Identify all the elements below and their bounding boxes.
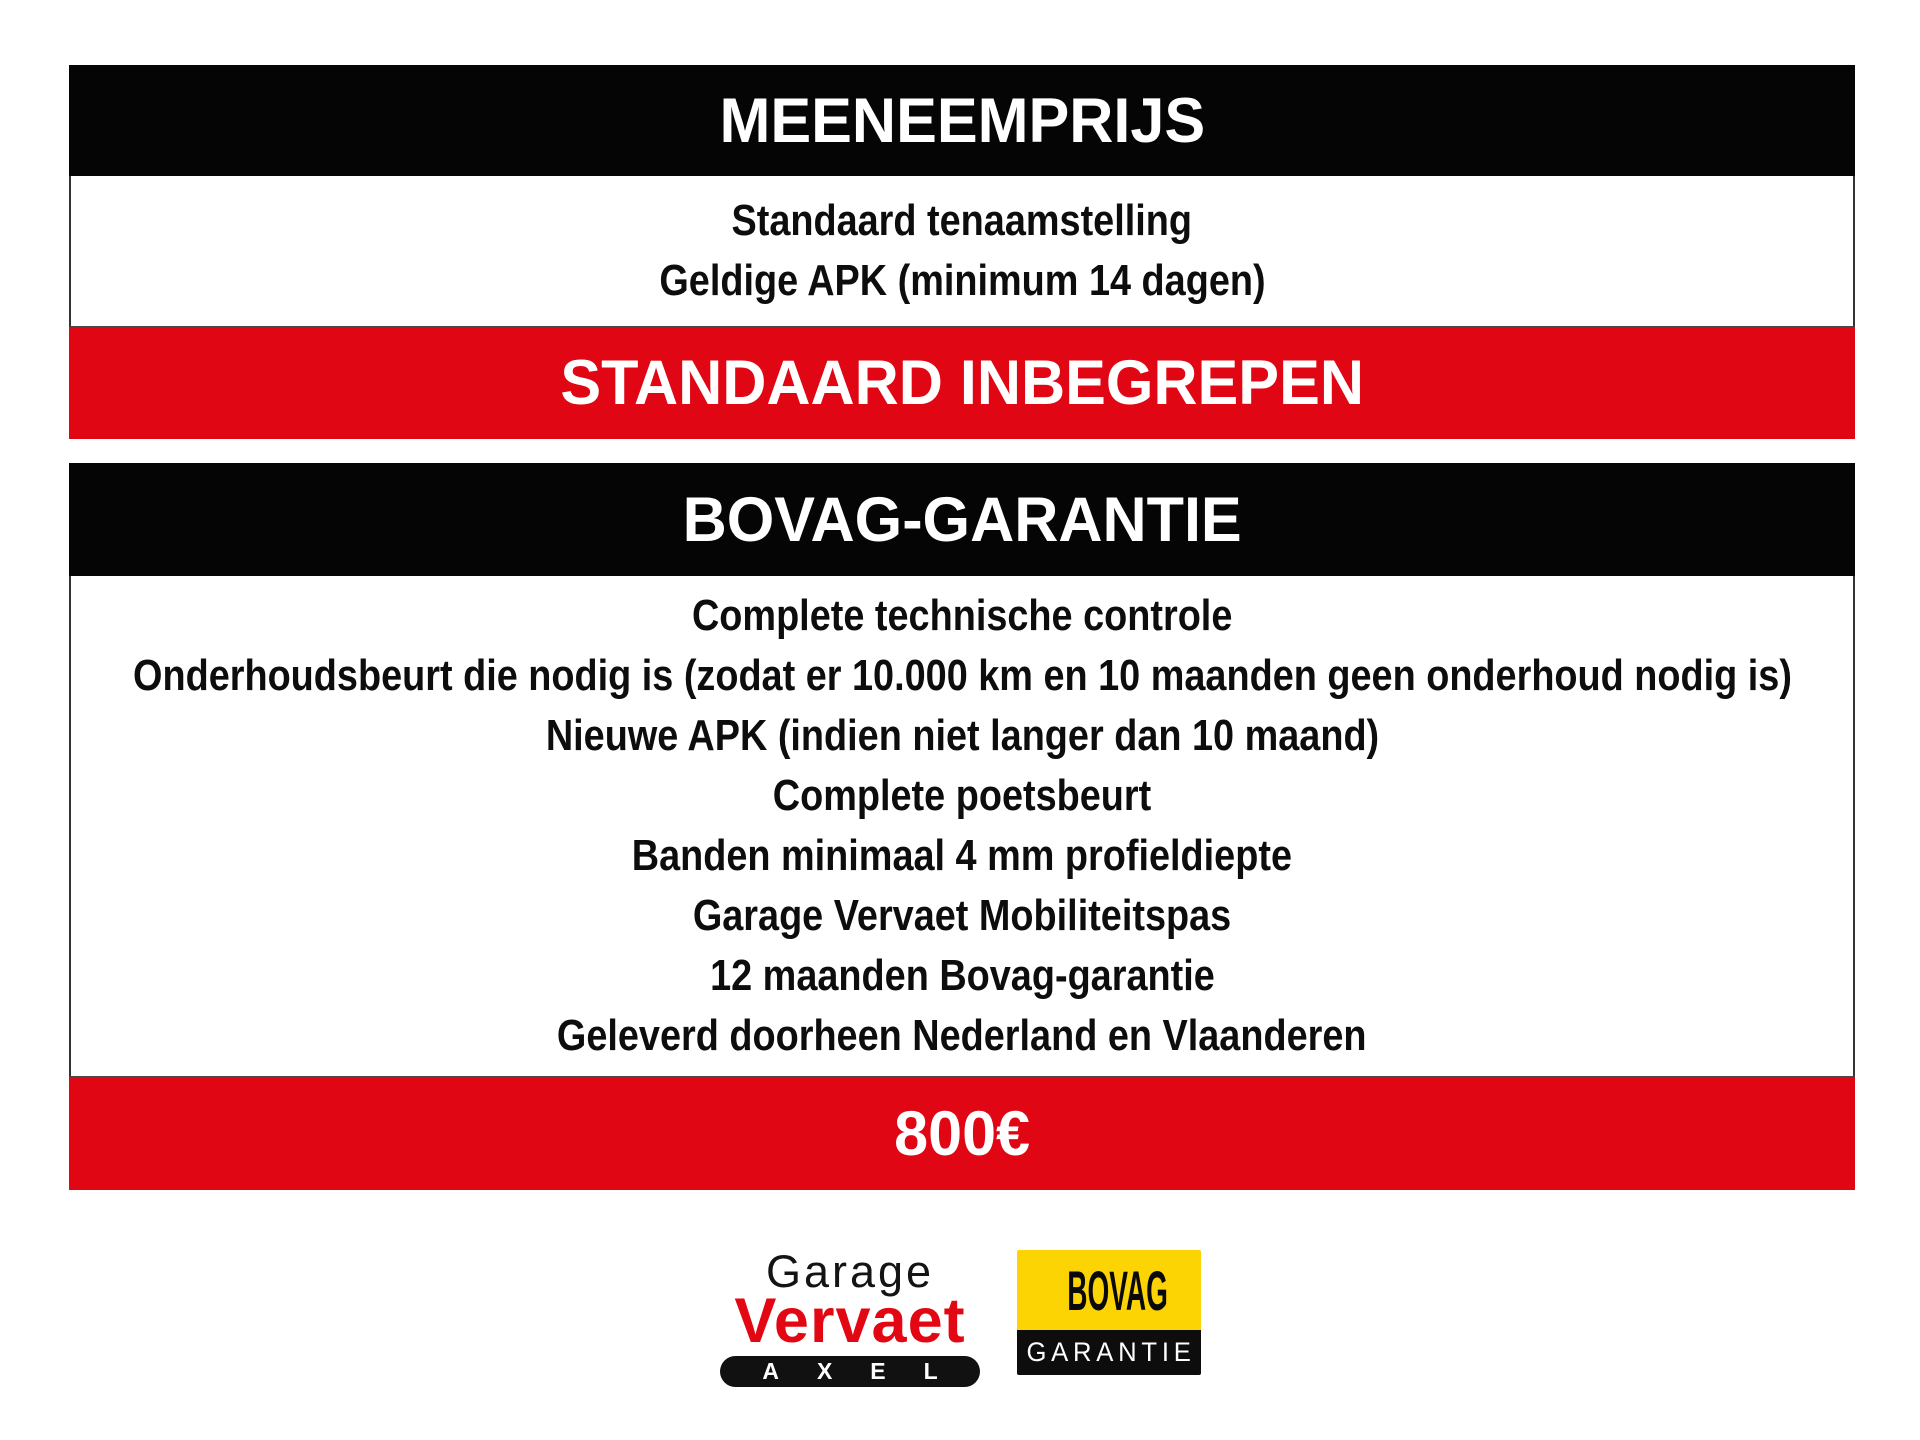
bovag-logo-black-bar [1017,1330,1201,1375]
meeneemprijs-panel [69,176,1855,327]
garage-vervaet-logo [719,1246,981,1387]
price-sheet [69,0,1855,1190]
footer-logos [0,1246,1920,1387]
bovag-item: 12 maanden Bovag-garantie [709,951,1215,1000]
meeneemprijs-banner [69,65,1855,176]
axel-pill [720,1356,980,1387]
bovag-item: Banden minimaal 4 mm profieldiepte [631,831,1293,880]
bovag-garantie-banner [69,463,1855,576]
bovag-item: Garage Vervaet Mobiliteitspas [692,891,1232,940]
price-banner [69,1077,1855,1190]
meeneemprijs-title: MEENEEMPRIJS [719,85,1205,156]
bovag-logo-wordmark: BOVAG [1067,1258,1168,1322]
section-divider-gap [69,439,1855,463]
bovag-item: Geleverd doorheen Nederland en Vlaanderen [557,1011,1367,1060]
garage-vervaet-logo-line2: Vervaet [734,1286,966,1356]
meeneemprijs-item: Geldige APK (minimum 14 dagen) [658,256,1266,305]
price-value: 800€ [894,1098,1030,1169]
bovag-item: Onderhoudsbeurt die nodig is (zodat er 10.000 km en 10 maanden geen onderhoud nodig is) [132,651,1792,700]
bovag-item: Complete technische controle [691,591,1233,640]
meeneemprijs-item: Standaard tenaamstelling [731,196,1193,245]
standaard-inbegrepen-label: STANDAARD INBEGREPEN [560,348,1364,418]
bovag-logo-top [1017,1250,1201,1330]
standaard-inbegrepen-banner [69,327,1855,439]
bovag-item: Complete poetsbeurt [772,771,1152,820]
bovag-garantie-logo [1017,1250,1201,1375]
axel-label: AXEL [762,1358,976,1384]
bovag-garantie-panel [69,576,1855,1077]
garage-vervaet-logo-line1: Garage [765,1246,935,1297]
bovag-logo-yellow-field [1017,1250,1201,1330]
bovag-garantie-title: BOVAG-GARANTIE [682,484,1242,555]
bovag-logo-subtitle: GARANTIE [1026,1337,1197,1367]
bovag-item: Nieuwe APK (indien niet langer dan 10 maand) [545,711,1379,760]
